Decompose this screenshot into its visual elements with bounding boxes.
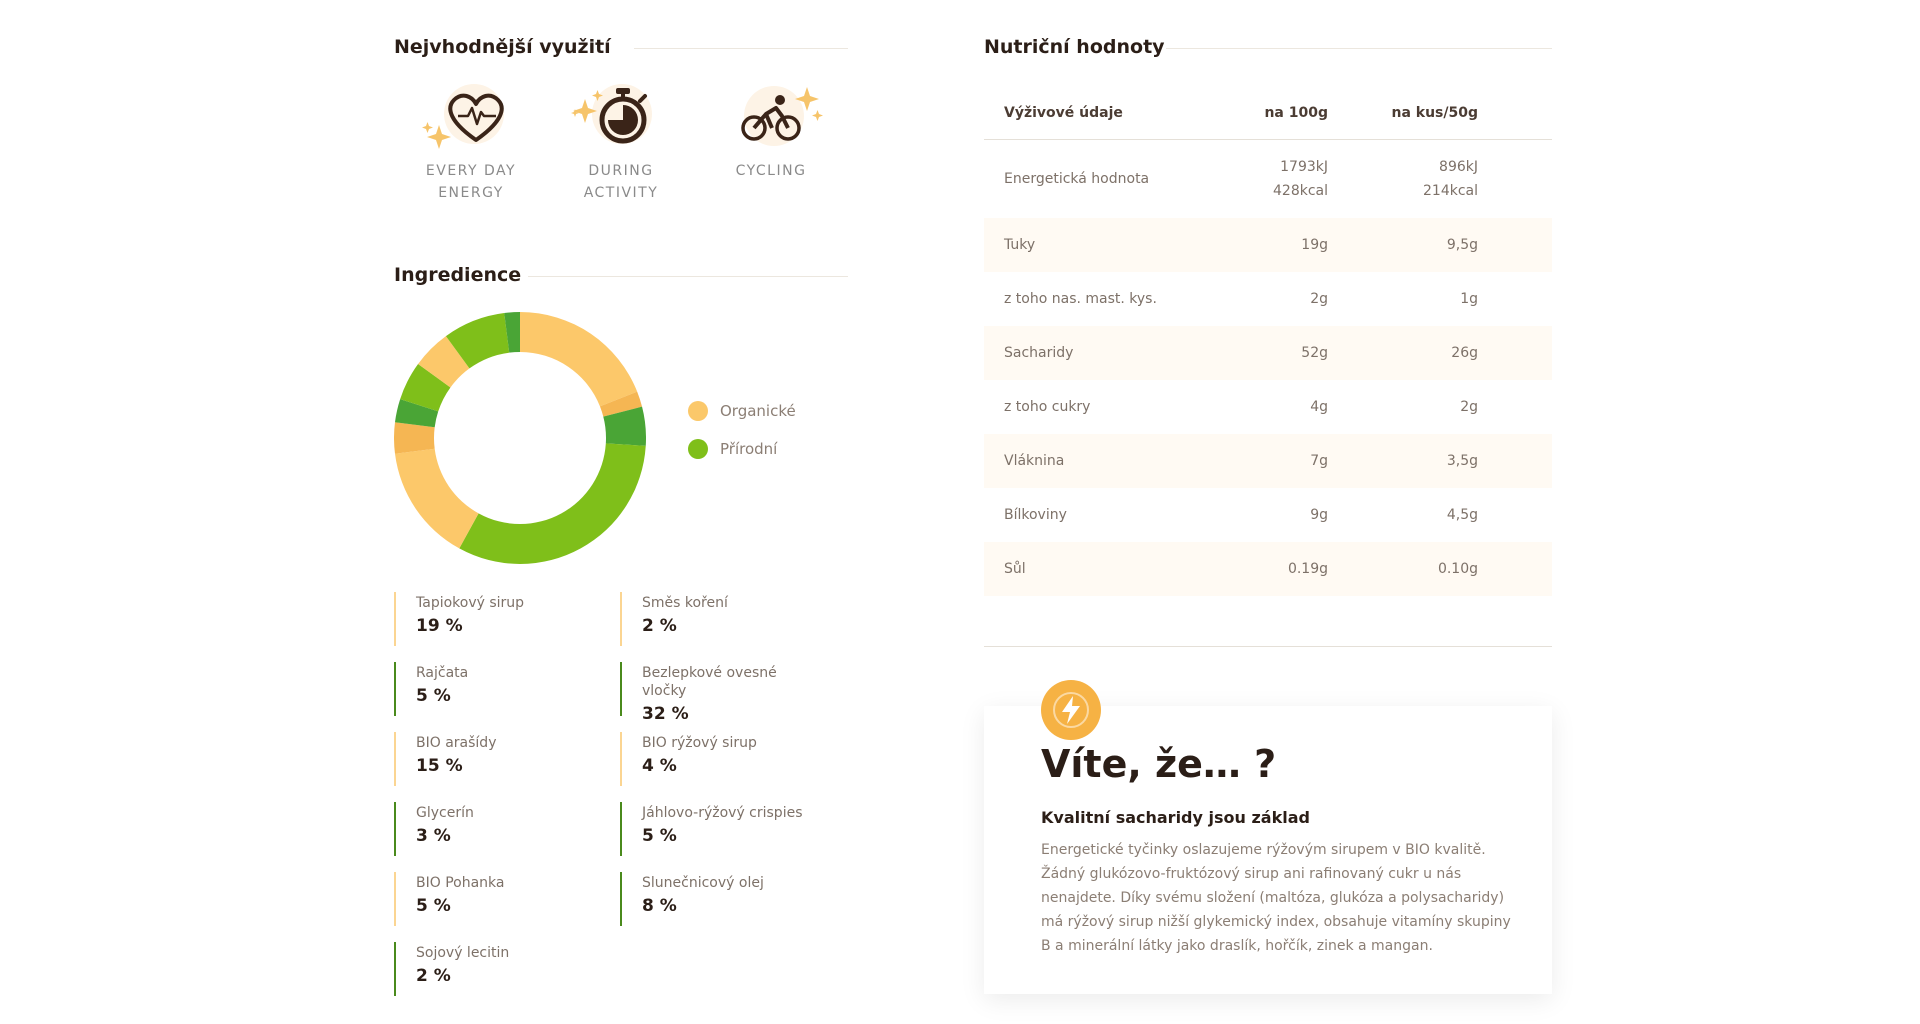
value-kj: 1793kJ [1280,159,1328,175]
lightning-bolt-icon [1041,680,1101,740]
row-value-per-100g: 7g [1310,453,1328,469]
ingredient-item [620,662,820,724]
row-value-per-piece: 3,5g [1446,453,1478,469]
value-kcal: 214kcal [1423,183,1478,199]
table-row [984,218,1552,272]
ingredient-name: Jáhlovo-rýžový crispies [642,805,803,821]
column-header-nutrient: Výživové údaje [1004,104,1123,121]
usage-item-every-day-energy [406,82,536,204]
ingredient-percent: 2 % [416,966,451,986]
cyclist-icon [706,82,836,152]
ingredient-percent: 5 % [416,686,451,706]
column-header-per-piece: na kus/50g [1391,104,1478,121]
value-kj: 896kJ [1439,159,1478,175]
row-value-per-100g: 52g [1301,345,1328,361]
row-value-per-piece: 26g [1451,345,1478,361]
ingredient-item [394,592,594,646]
usage-label-line1: CYCLING [735,163,807,179]
ingredient-name: Rajčata [416,665,469,681]
ingredient-item [394,662,594,716]
row-label: Energetická hodnota [1004,171,1150,187]
row-value-per-100g: 0.19g [1287,561,1328,577]
did-you-know-subtitle: Kvalitní sacharidy jsou základ [1041,808,1310,827]
ingredient-item [620,872,820,926]
column-header-per-100g: na 100g [1264,104,1328,121]
did-you-know-text: Energetické tyčinky oslazujeme rýžovým sirupem v BIO kvalitě. Žádný glukózovo-fruktózový sirup ani rafinovaný cukr u nás nenajdete. Díky svému složení (maltóza, glukóza a polysacharidy) má rýžový sirup nižší glykemický index, obsahuje vitamíny skupiny B a minerální látky jako draslík, hořčík, zinek a mangan. [1041,842,1511,954]
ingredient-item [394,872,594,926]
ingredient-percent: 5 % [642,826,677,846]
ingredient-name: Bezlepkové ovesné vločky [642,665,777,699]
row-value-per-100g [1244,155,1328,203]
usage-label-line2: ENERGY [438,185,504,201]
table-row [984,542,1552,596]
ingredient-item [394,732,594,786]
table-row [984,326,1552,380]
did-you-know-title: Víte, že… ? [1041,742,1277,786]
row-value-per-piece: 4,5g [1446,507,1478,523]
ingredient-name: BIO rýžový sirup [642,735,757,751]
donut-slice [395,449,479,549]
stopwatch-icon [556,82,686,152]
ingredient-item [620,732,820,786]
ingredient-percent: 3 % [416,826,451,846]
row-value-per-piece: 9,5g [1446,237,1478,253]
ingredient-name: Glycerín [416,805,474,821]
row-label: Sacharidy [1004,345,1074,361]
ingredients-title-divider [528,276,848,277]
row-value-per-piece [1328,155,1478,203]
row-label: Vláknina [1004,453,1065,469]
row-label: Bílkoviny [1004,507,1067,523]
ingredient-percent: 8 % [642,896,677,916]
donut-slice [459,443,645,564]
table-row [984,140,1552,218]
nutrition-title-divider [1166,48,1552,49]
section-divider [984,646,1552,647]
donut-slice [520,312,637,406]
usage-title: Nejvhodnější využití [394,36,611,58]
ingredient-name: Slunečnicový olej [642,875,764,891]
row-label: Sůl [1004,561,1026,577]
ingredient-item [620,592,820,646]
ingredient-name: Směs koření [642,595,728,611]
donut-slice [394,422,435,454]
ingredient-item [394,802,594,856]
row-value-per-piece: 2g [1460,399,1478,415]
row-value-per-100g: 4g [1310,399,1328,415]
ingredients-donut-chart [394,312,646,564]
row-label: Tuky [1004,237,1036,253]
usage-label-line1: EVERY DAY [425,163,517,179]
ingredient-percent: 15 % [416,756,463,776]
row-label: z toho nas. mast. kys. [1004,291,1157,307]
ingredient-percent: 19 % [416,616,463,636]
usage-item-during-activity [556,82,686,204]
row-value-per-piece: 0.10g [1437,561,1478,577]
table-row [984,272,1552,326]
row-value-per-100g: 19g [1301,237,1328,253]
row-value-per-100g: 9g [1310,507,1328,523]
ingredient-name: BIO Pohanka [416,875,505,891]
legend-label-natural: Přírodní [720,440,778,458]
ingredient-item [394,942,594,996]
ingredient-name: BIO arašídy [416,735,497,751]
legend-dot-natural [688,439,708,459]
row-value-per-piece: 1g [1460,291,1478,307]
heart-pulse-icon [406,82,536,152]
row-label: z toho cukry [1004,399,1091,415]
ingredients-title: Ingredience [394,264,522,286]
legend-label-organic: Organické [720,402,796,420]
ingredient-percent: 32 % [642,704,689,724]
usage-item-cycling [706,82,836,182]
row-value-per-100g: 2g [1310,291,1328,307]
legend-dot-organic [688,401,708,421]
usage-title-divider [634,48,848,49]
nutrition-table [984,86,1552,596]
legend-item-organic [688,392,796,430]
ingredient-name: Sojový lecitin [416,945,510,961]
ingredient-percent: 2 % [642,616,677,636]
table-header [984,86,1552,140]
ingredient-percent: 5 % [416,896,451,916]
table-row [984,488,1552,542]
ingredient-percent: 4 % [642,756,677,776]
value-kcal: 428kcal [1273,183,1328,199]
table-row [984,380,1552,434]
chart-legend [688,392,796,468]
nutrition-title: Nutriční hodnoty [984,36,1165,58]
table-row [984,434,1552,488]
legend-item-natural [688,430,796,468]
ingredient-name: Tapiokový sirup [416,595,525,611]
ingredient-item [620,802,820,856]
usage-label-line1: DURING ACTIVITY [583,163,659,201]
